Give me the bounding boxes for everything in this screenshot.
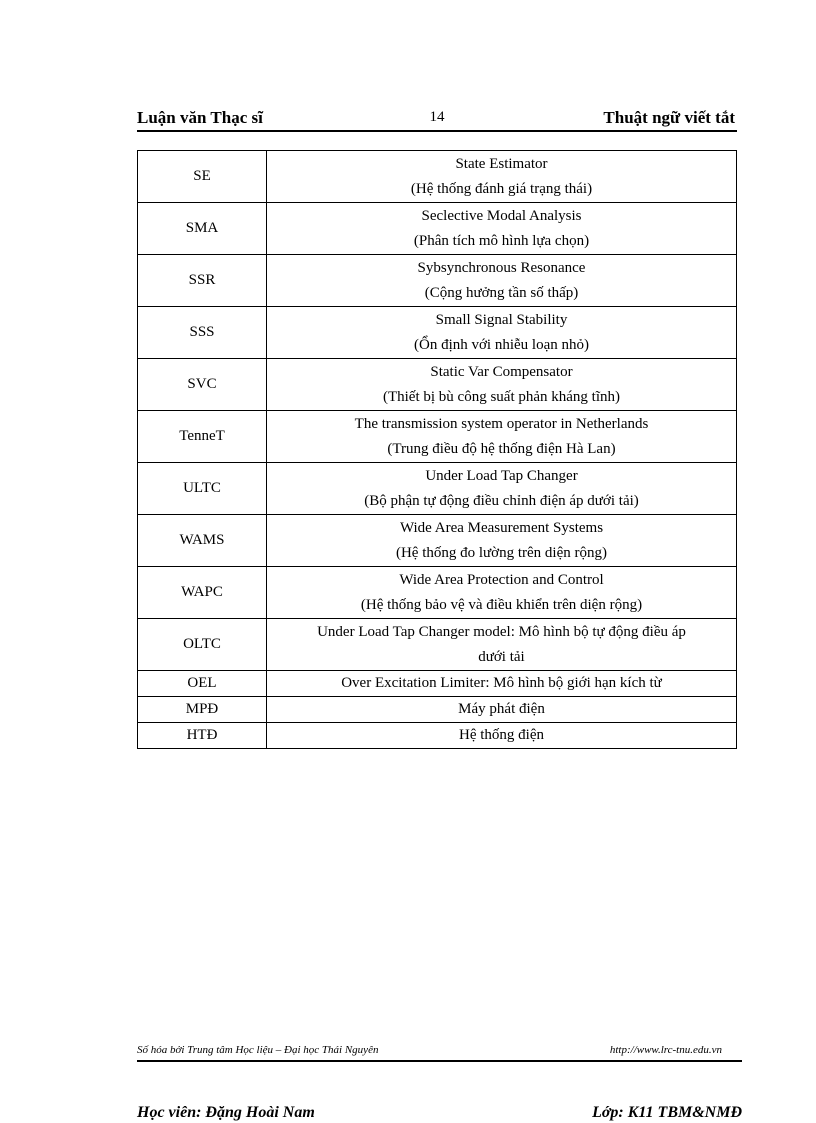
definition-line: Under Load Tap Changer model: Mô hình bộ tự động điều áp — [317, 623, 686, 640]
definition-line: Static Var Compensator — [430, 363, 573, 380]
definition-line: (Bộ phận tự động điều chỉnh điện áp dưới tải) — [364, 492, 639, 509]
definition-cell — [267, 203, 737, 255]
definition-line: Over Excitation Limiter: Mô hình bộ giới hạn kích từ — [341, 675, 662, 691]
table-row — [138, 723, 737, 749]
abbreviation-cell: HTĐ — [138, 723, 267, 749]
section-title: Thuật ngữ viết tắt — [603, 108, 735, 127]
definition-line: (Hệ thống đo lường trên diện rộng) — [395, 544, 608, 561]
definition-line: dưới tải — [478, 648, 525, 665]
definition-line: (Phân tích mô hình lựa chọn) — [413, 232, 590, 249]
source-credit: Số hóa bởi Trung tâm Học liệu – Đại học Thái Nguyên — [137, 1044, 379, 1056]
table-row — [138, 255, 737, 307]
table-row — [138, 359, 737, 411]
table-row — [138, 671, 737, 697]
table-row — [138, 307, 737, 359]
table-row — [138, 411, 737, 463]
abbreviation-cell: WAPC — [138, 567, 267, 619]
definition-line: Máy phát điện — [458, 701, 545, 717]
definition-cell — [267, 411, 737, 463]
table-row — [138, 203, 737, 255]
table-row — [138, 619, 737, 671]
definition-cell — [267, 697, 737, 723]
table-row — [138, 567, 737, 619]
thesis-type-label: Luận văn Thạc sĩ — [137, 108, 263, 127]
student-name: Học viên: Đặng Hoài Nam — [137, 1104, 315, 1121]
definition-cell — [267, 671, 737, 697]
abbreviation-cell: WAMS — [138, 515, 267, 567]
definition-line: Wide Area Measurement Systems — [399, 519, 604, 536]
source-url: http://www.lrc-tnu.edu.vn — [609, 1044, 722, 1056]
table-row — [138, 697, 737, 723]
page-header — [137, 106, 737, 132]
definition-line: (Cộng hưởng tần số thấp) — [424, 284, 579, 301]
definition-cell — [267, 463, 737, 515]
abbreviation-cell: SSR — [138, 255, 267, 307]
abbreviation-cell: SVC — [138, 359, 267, 411]
page-number: 14 — [429, 109, 445, 125]
abbreviation-cell: TenneT — [138, 411, 267, 463]
definition-cell — [267, 619, 737, 671]
table-row — [138, 515, 737, 567]
abbreviation-cell: OEL — [138, 671, 267, 697]
abbreviation-cell: OLTC — [138, 619, 267, 671]
definition-cell — [267, 307, 737, 359]
digitization-footer — [137, 1044, 742, 1062]
definition-cell — [267, 567, 737, 619]
definition-line: Sybsynchronous Resonance — [417, 259, 586, 276]
definition-cell — [267, 151, 737, 203]
definition-line: Wide Area Protection and Control — [399, 571, 604, 588]
abbreviation-cell: SMA — [138, 203, 267, 255]
abbreviation-cell: ULTC — [138, 463, 267, 515]
class-label: Lớp: K11 TBM&NMĐ — [592, 1104, 742, 1121]
definition-cell — [267, 359, 737, 411]
definition-line: (Ổn định với nhiễu loạn nhỏ) — [414, 336, 589, 353]
definition-line: The transmission system operator in Netherlands — [354, 415, 649, 432]
definition-cell — [267, 515, 737, 567]
definition-line: (Trung điều độ hệ thống điện Hà Lan) — [387, 440, 616, 457]
definition-line: Small Signal Stability — [435, 311, 568, 328]
definition-line: Hệ thống điện — [459, 727, 544, 743]
definition-cell — [267, 723, 737, 749]
definition-line: State Estimator — [455, 155, 548, 172]
abbreviations-table — [137, 150, 737, 749]
table-row — [138, 463, 737, 515]
abbreviation-cell: SSS — [138, 307, 267, 359]
definition-line: Under Load Tap Changer — [425, 467, 578, 484]
definition-line: Seclective Modal Analysis — [421, 207, 582, 224]
table-row — [138, 151, 737, 203]
definition-line: (Hệ thống đánh giá trạng thái) — [410, 180, 593, 197]
definition-line: (Hệ thống bảo vệ và điều khiển trên diện rộng) — [360, 596, 643, 613]
definition-line: (Thiết bị bù công suất phản kháng tĩnh) — [382, 388, 621, 405]
abbreviation-cell: SE — [138, 151, 267, 203]
definition-cell — [267, 255, 737, 307]
abbreviation-cell: MPĐ — [138, 697, 267, 723]
